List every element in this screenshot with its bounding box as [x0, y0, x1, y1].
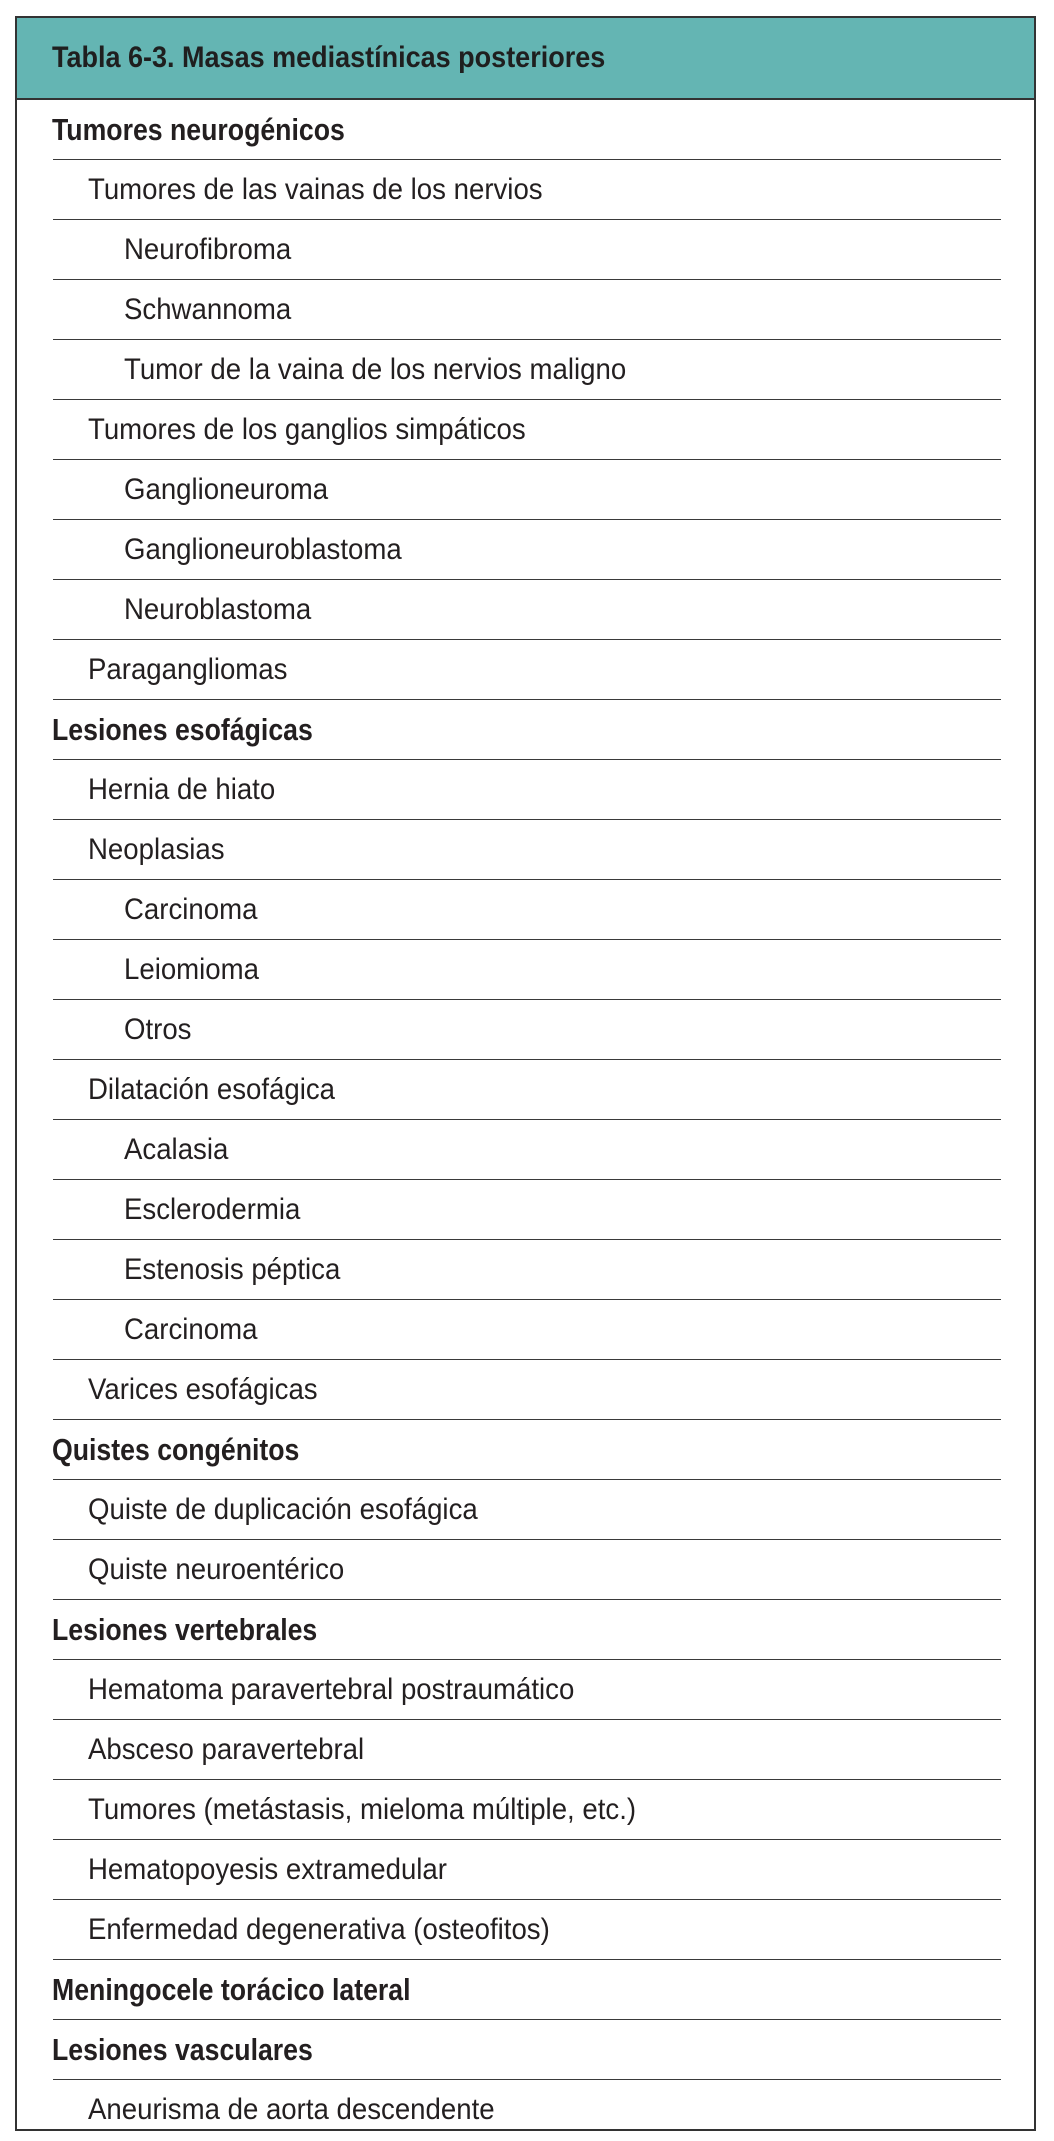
category-row — [17, 2020, 1034, 2080]
category-row — [17, 1960, 1034, 2020]
row-label: Absceso paravertebral — [88, 1733, 365, 1766]
item-row — [17, 220, 1034, 280]
item-row — [17, 880, 1034, 940]
row-label: Varices esofágicas — [88, 1373, 318, 1406]
mediastinal-masses-table — [15, 16, 1036, 2131]
item-row — [17, 280, 1034, 340]
item-row — [17, 1240, 1034, 1300]
row-label: Quistes congénitos — [52, 1432, 300, 1467]
subcategory-row — [17, 1660, 1034, 1720]
subcategory-row — [17, 1900, 1034, 1960]
row-label: Dilatación esofágica — [88, 1073, 336, 1106]
row-label: Enfermedad degenerativa (osteofitos) — [88, 1913, 550, 1946]
item-row — [17, 580, 1034, 640]
category-row — [17, 1600, 1034, 1660]
row-label: Tumores (metástasis, mieloma múltiple, etc.) — [88, 1793, 637, 1826]
category-row — [17, 100, 1034, 160]
table-body — [17, 100, 1034, 2140]
row-label: Carcinoma — [124, 893, 258, 926]
subcategory-row — [17, 160, 1034, 220]
row-label: Tumores de las vainas de los nervios — [88, 173, 543, 206]
row-label: Hernia de hiato — [88, 773, 276, 806]
row-label: Paragangliomas — [88, 653, 288, 686]
row-label: Meningocele torácico lateral — [52, 1972, 411, 2007]
subcategory-row — [17, 400, 1034, 460]
row-label: Lesiones esofágicas — [52, 712, 313, 747]
item-row — [17, 1180, 1034, 1240]
subcategory-row — [17, 1540, 1034, 1600]
row-label: Neoplasias — [88, 833, 225, 866]
row-label: Neuroblastoma — [124, 593, 312, 626]
subcategory-row — [17, 2080, 1034, 2140]
row-label: Carcinoma — [124, 1313, 258, 1346]
subcategory-row — [17, 1360, 1034, 1420]
subcategory-row — [17, 640, 1034, 700]
row-label: Lesiones vasculares — [52, 2032, 313, 2067]
category-row — [17, 700, 1034, 760]
row-label: Otros — [124, 1013, 192, 1046]
subcategory-row — [17, 760, 1034, 820]
row-label: Neurofibroma — [124, 233, 292, 266]
row-label: Quiste neuroentérico — [88, 1553, 345, 1586]
row-label: Acalasia — [124, 1133, 229, 1166]
row-label: Hematoma paravertebral postraumático — [88, 1673, 575, 1706]
row-label: Aneurisma de aorta descendente — [88, 2093, 495, 2126]
row-label: Esclerodermia — [124, 1193, 301, 1226]
row-label: Tumores de los ganglios simpáticos — [88, 413, 526, 446]
row-label: Tumor de la vaina de los nervios maligno — [124, 353, 627, 386]
item-row — [17, 1300, 1034, 1360]
subcategory-row — [17, 820, 1034, 880]
item-row — [17, 1000, 1034, 1060]
subcategory-row — [17, 1720, 1034, 1780]
item-row — [17, 940, 1034, 1000]
row-label: Quiste de duplicación esofágica — [88, 1493, 478, 1526]
row-label: Schwannoma — [124, 293, 292, 326]
subcategory-row — [17, 1480, 1034, 1540]
subcategory-row — [17, 1780, 1034, 1840]
item-row — [17, 460, 1034, 520]
table-header — [17, 18, 1034, 100]
row-label: Ganglioneuroblastoma — [124, 533, 402, 566]
row-label: Ganglioneuroma — [124, 473, 329, 506]
row-label: Estenosis péptica — [124, 1253, 341, 1286]
item-row — [17, 520, 1034, 580]
category-row — [17, 1420, 1034, 1480]
row-label: Tumores neurogénicos — [52, 112, 345, 147]
subcategory-row — [17, 1060, 1034, 1120]
item-row — [17, 340, 1034, 400]
row-label: Leiomioma — [124, 953, 259, 986]
row-label: Lesiones vertebrales — [52, 1612, 318, 1647]
item-row — [17, 1120, 1034, 1180]
subcategory-row — [17, 1840, 1034, 1900]
table-title: Tabla 6-3. Masas mediastínicas posteriores — [52, 41, 606, 74]
row-label: Hematopoyesis extramedular — [88, 1853, 447, 1886]
